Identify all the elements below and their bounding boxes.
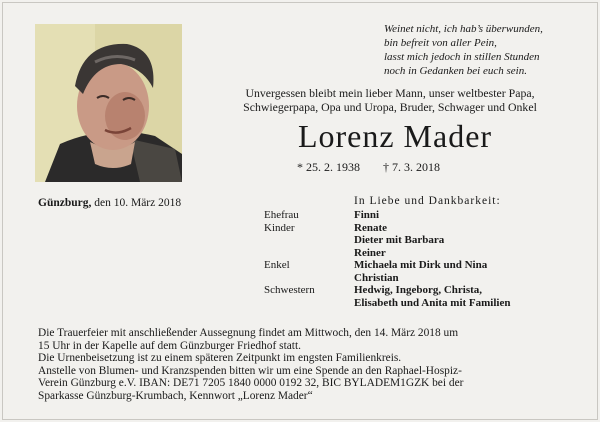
verse-line: noch in Gedanken bei euch sein.: [384, 65, 527, 77]
intro-text: [195, 86, 585, 114]
notice-line: 15 Uhr in der Kapelle auf dem Günzburger Friedhof statt.: [38, 339, 301, 352]
place-and-date: [38, 197, 181, 209]
place-city: Günzburg,: [38, 197, 92, 209]
family-row: [264, 222, 510, 260]
family-name: Dieter mit Barbara: [354, 234, 445, 246]
family-names: [354, 209, 379, 222]
family-name: Christian: [354, 271, 399, 284]
verse-line: lasst mich jedoch in stillen Stunden: [384, 51, 540, 63]
family-name: Michaela mit Dirk und Nina: [354, 259, 488, 271]
portrait-photo: [35, 24, 182, 182]
place-date: den 10. März 2018: [91, 197, 182, 209]
family-name: Hedwig, Ingeborg, Christa,: [354, 284, 483, 296]
birth-date: * 25. 2. 1938: [297, 160, 360, 174]
memorial-verse: [384, 22, 589, 78]
family-row: [264, 284, 510, 309]
family-name: Finni: [354, 209, 380, 221]
funeral-notice: [38, 327, 583, 402]
family-name: Elisabeth und Anita mit Familien: [354, 296, 511, 309]
family-role: Kinder: [264, 221, 295, 234]
notice-line: Die Urnenbeisetzung ist zu einem späteren Zeitpunkt im engsten Familienkreis.: [38, 352, 402, 364]
notice-line: Anstelle von Blumen- und Kranzspenden bitten wir um eine Spende an den Raphael-Hospiz-: [38, 364, 462, 377]
notice-line: Die Trauerfeier mit anschließender Aussegnung findet am Mittwoch, den 14. März 2018 um: [38, 327, 459, 339]
family-names: [354, 222, 444, 260]
family-role: Ehefrau: [264, 209, 299, 221]
death-date: † 7. 3. 2018: [383, 160, 440, 174]
family-names: [354, 259, 487, 284]
intro-line: Schwiegerpapa, Opa und Uropa, Bruder, Schwager und Onkel: [243, 100, 537, 114]
notice-line: Sparkasse Günzburg-Krumbach, Kennwort „Lorenz Mader“: [38, 389, 313, 402]
life-dates: [297, 160, 460, 175]
family-role: Schwestern: [264, 284, 315, 296]
intro-line: Unvergessen bleibt mein lieber Mann, unser weltbester Papa,: [245, 86, 535, 100]
notice-line: Verein Günzburg e.V. IBAN: DE71 7205 1840 0000 0192 32, BIC BYLADEM1GZK bei der: [38, 377, 464, 389]
family-list: [264, 209, 510, 309]
family-names: [354, 284, 510, 309]
gratitude-heading: In Liebe und Dankbarkeit:: [354, 195, 501, 207]
family-row: [264, 259, 510, 284]
family-role: Enkel: [264, 259, 290, 271]
verse-line: Weinet nicht, ich hab’s überwunden,: [384, 23, 543, 35]
family-row: [264, 209, 510, 222]
verse-line: bin befreit von aller Pein,: [384, 37, 497, 49]
family-name: Renate: [354, 221, 387, 234]
deceased-name: Lorenz Mader: [297, 118, 493, 154]
family-name: Reiner: [354, 246, 386, 259]
